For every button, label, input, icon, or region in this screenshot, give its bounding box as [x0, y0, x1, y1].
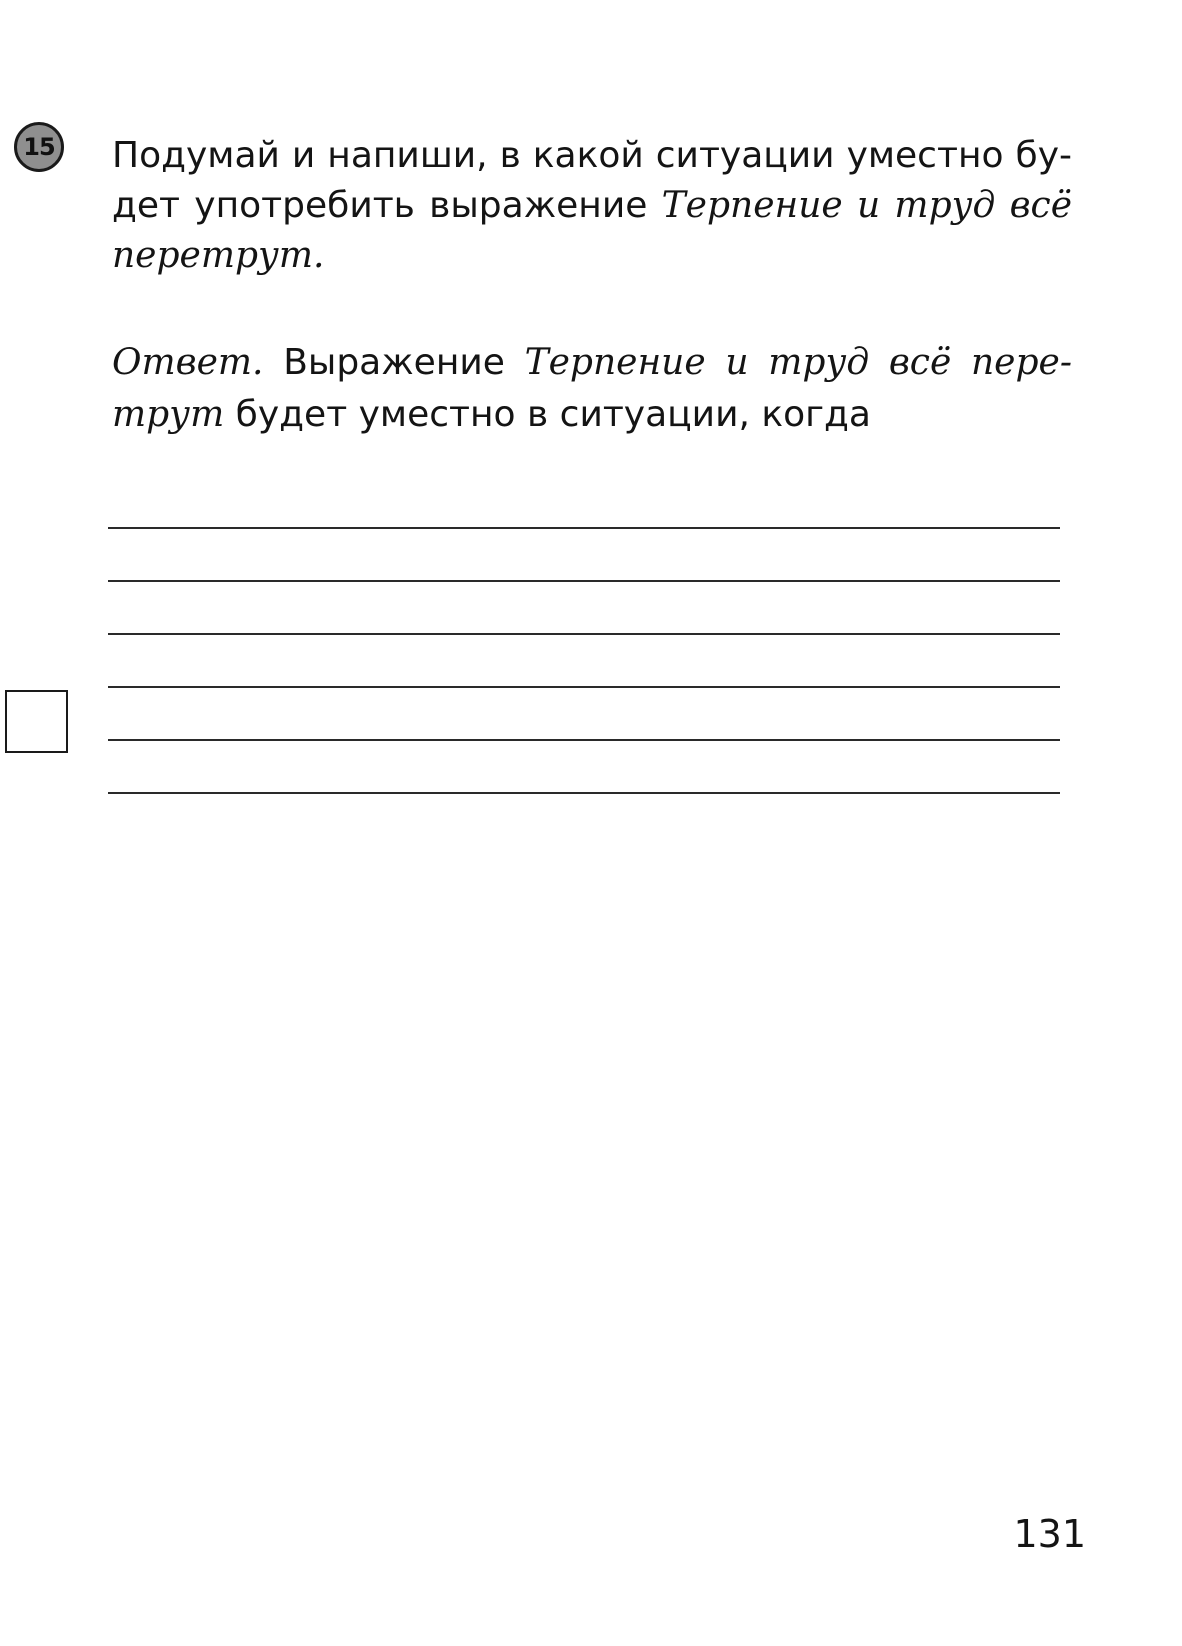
answer-line[interactable] [108, 741, 1060, 794]
answer-line[interactable] [108, 635, 1060, 688]
answer-lines [108, 476, 1060, 794]
page-number: 131 [1013, 1512, 1086, 1556]
prompt-text: Подумай и напиши, в какой ситуации уместно бу-дет употребить выражение [112, 135, 1072, 226]
answer-line[interactable] [108, 476, 1060, 529]
score-box[interactable] [5, 690, 68, 753]
answer-line[interactable] [108, 529, 1060, 582]
task-number-badge [14, 122, 64, 172]
answer-continuation: будет уместно в ситуации, когда [224, 394, 871, 435]
prompt-proverb: Терпение и труд всё перетрут. [112, 185, 1072, 276]
answer-label: Ответ. [112, 342, 264, 383]
task-prompt [112, 131, 1072, 281]
answer-line[interactable] [108, 688, 1060, 741]
answer-line[interactable] [108, 582, 1060, 635]
answer-lead: Выражение [263, 342, 525, 383]
answer-text [112, 337, 1072, 441]
answer-proverb: Терпение и труд всё пере-трут [112, 342, 1072, 435]
task-number: 15 [23, 133, 55, 161]
